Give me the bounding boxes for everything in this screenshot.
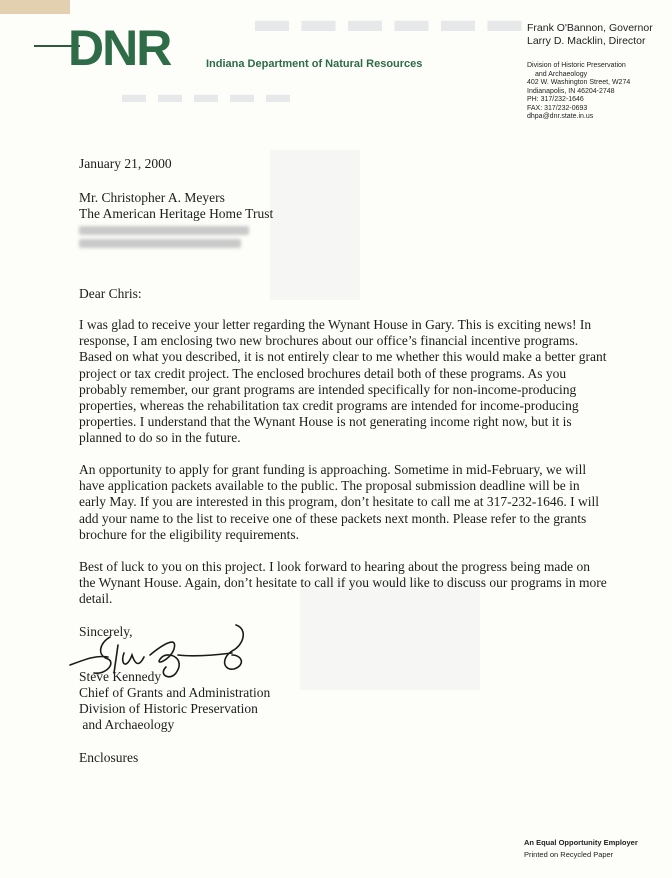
closing: Sincerely, (79, 624, 133, 639)
body-paragraph: Best of luck to you on this project. I look forward to hearing about the progress being made on the Wynant House. Again, don’t hesitate to call if you would like to discuss our programs in more detail. (79, 559, 607, 607)
salutation: Dear Chris: (79, 286, 142, 301)
division-contact-block (527, 62, 630, 122)
division-name-cont: and Archaeology (535, 70, 588, 78)
redacted-street (79, 226, 249, 235)
letter-date: January 21, 2000 (79, 156, 172, 171)
enclosures-note: Enclosures (79, 750, 139, 765)
bleed-through-shape (270, 150, 360, 300)
recycled-paper-line: Printed on Recycled Paper (524, 850, 614, 859)
bleed-through-text: ▬ ▬ ▬ ▬ ▬ ▬ (255, 2, 524, 39)
signer-division-cont: and Archaeology (79, 717, 175, 732)
redacted-city (79, 239, 241, 248)
division-fax: FAX: 317/232-0693 (527, 104, 588, 112)
bleed-through-text: ▬ ▬ ▬ ▬ ▬ (122, 82, 293, 108)
signature-block (79, 669, 270, 733)
signer-title: Chief of Grants and Administration (79, 685, 271, 700)
signer-division: Division of Historic Preservation (79, 701, 258, 716)
paper-corner (0, 0, 70, 14)
equal-opportunity-line: An Equal Opportunity Employer (524, 838, 638, 847)
recipient-address (79, 190, 273, 251)
division-email: dhpa@dnr.state.in.us (527, 113, 594, 120)
dnr-logo: DNR (68, 20, 171, 76)
signer-name: Steve Kennedy (79, 669, 162, 684)
governor-line: Frank O'Bannon, Governor (527, 22, 653, 34)
agency-name: Indiana Department of Natural Resources (206, 58, 423, 70)
recipient-name: Mr. Christopher A. Meyers (79, 190, 225, 205)
division-phone: PH: 317/232-1646 (527, 96, 584, 103)
footer (524, 837, 638, 861)
division-street: 402 W. Washington Street, W274 (527, 79, 631, 86)
recipient-organization: The American Heritage Home Trust (79, 206, 274, 221)
division-name: Division of Historic Preservation (527, 62, 626, 69)
director-line: Larry D. Macklin, Director (527, 35, 646, 47)
body-paragraph: An opportunity to apply for grant funding is approaching. Sometime in mid-February, we will have application packets available to the public. The proposal submission deadline will be in early May. If you are interested in this program, don’t hesitate to call me at 317-232-1646. I will add your name to the list to receive one of these packets next month. Please refer to the grants brochure for the eligibility requirements. (79, 462, 599, 542)
officials-block (527, 22, 653, 48)
division-city: Indianapolis, IN 46204-2748 (527, 87, 615, 95)
body-paragraph: I was glad to receive your letter regarding the Wynant House in Gary. This is exciting news! In response, I am enclosing two new brochures about our office’s financial incentive programs. Based on what you described, it is not entirely clear to me whether this would make a better grant project or tax credit project. The enclosed brochures detail both of these programs. As you probably remember, our grant programs are intended specifically for non-income-producing properties, whereas the rehabilitation tax credit programs are intended for income-producing properties. I understand that the Wynant House is not generating income right now, but it is planned to do so in the future. (79, 317, 607, 446)
